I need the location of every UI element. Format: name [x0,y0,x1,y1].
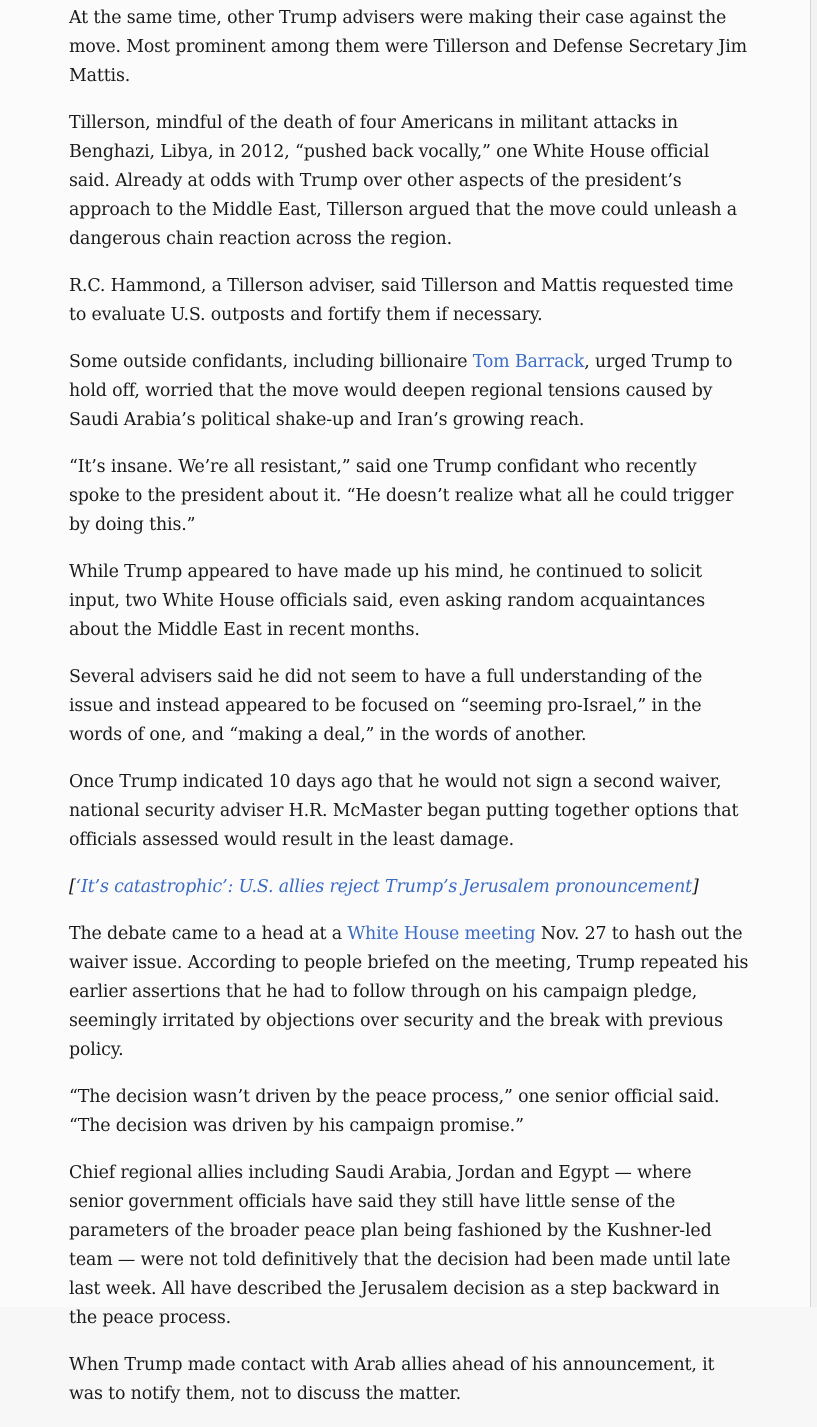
related-close-bracket: ] [692,877,699,897]
related-article [69,873,749,902]
paragraph-12: When Trump made contact with Arab allies ahead of his announcement, it was to notify them, not to discuss the matter. [69,1355,715,1404]
paragraph-4 [69,348,749,435]
scrollbar-track[interactable] [811,0,817,1307]
paragraph-9 [69,920,749,1065]
white-house-meeting-link[interactable]: White House meeting [347,924,536,944]
paragraph-2: Tillerson, mindful of the death of four Americans in militant attacks in Benghazi, Libya, in 2012, “pushed back vocally,” one White House official said. Already at odds with Trump over other aspects of the president’s approach to the Middle East, Tillerson argued that the move could unleash a dangerous chain reaction across the region. [69,113,737,249]
paragraph-11: Chief regional allies including Saudi Arabia, Jordan and Egypt — where senior government officials have said they still have little sense of the parameters of the broader peace plan being fashioned by the Kushner-led team — were not told definitively that the decision had been made until late last week. All have described the Jerusalem decision as a step backward in the peace process. [69,1163,731,1328]
related-article-link[interactable]: ‘It’s catastrophic’: U.S. allies reject Trump’s Jerusalem pronouncement [75,877,692,897]
article-body [69,4,749,1427]
paragraph-8: Once Trump indicated 10 days ago that he would not sign a second waiver, national security adviser H.R. McMaster began putting together options that officials assessed would result in the least damage. [69,772,739,850]
paragraph-4-text-before: Some outside confidants, including billionaire [69,352,473,372]
paragraph-6: While Trump appeared to have made up his mind, he continued to solicit input, two White House officials said, even asking random acquaintances about the Middle East in recent months. [69,562,705,640]
tom-barrack-link[interactable]: Tom Barrack [472,352,585,372]
paragraph-4-text-after: , urged Trump to hold off, worried that the move would deepen regional tensions caused by Saudi Arabia’s political shake-up and Iran’s growing reach. [69,352,733,430]
paragraph-9-text-before: The debate came to a head at a [69,924,348,944]
paragraph-3: R.C. Hammond, a Tillerson adviser, said Tillerson and Mattis requested time to evaluate U.S. outposts and fortify them if necessary. [69,276,734,325]
paragraph-10: “The decision wasn’t driven by the peace process,” one senior official said. “The decision was driven by his campaign promise.” [69,1087,720,1136]
paragraph-5: “It’s insane. We’re all resistant,” said one Trump confidant who recently spoke to the president about it. “He doesn’t realize what all he could trigger by doing this.” [69,457,734,535]
paragraph-1: At the same time, other Trump advisers were making their case against the move. Most prominent among them were Tillerson and Defense Secretary Jim Mattis. [69,8,747,86]
paragraph-9-text-after: Nov. 27 to hash out the waiver issue. According to people briefed on the meeting, Trump repeated his earlier assertions that he had to follow through on his campaign pledge, seemingly irritated by objections over security and the break with previous policy. [69,924,749,1060]
related-open-bracket: [ [69,877,76,897]
paragraph-7: Several advisers said he did not seem to have a full understanding of the issue and instead appeared to be focused on “seeming pro-Israel,” in the words of one, and “making a deal,” in the words of another. [69,667,703,745]
